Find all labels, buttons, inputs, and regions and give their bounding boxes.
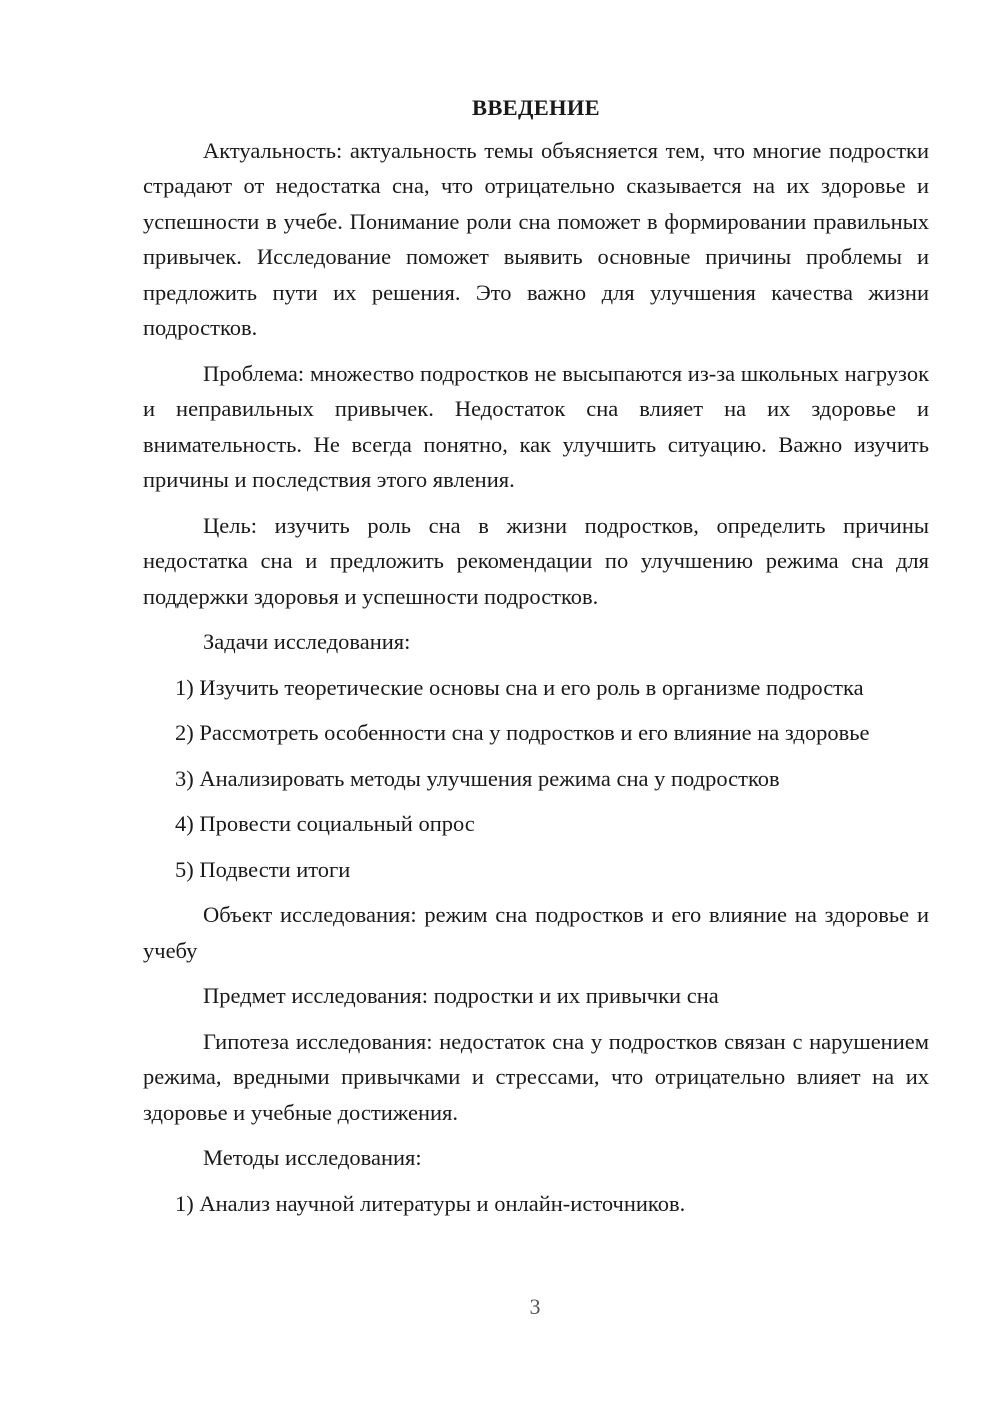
object-paragraph: Объект исследования: режим сна подростков и его влияние на здоровье и учебу — [143, 902, 929, 963]
page-number: 3 — [529, 1294, 541, 1319]
task-item-4: 4) Провести социальный опрос — [175, 811, 475, 836]
tasks-heading: Задачи исследования: — [203, 629, 411, 654]
task-item-3: 3) Анализировать методы улучшения режима сна у подростков — [175, 765, 780, 791]
task-item-2: 2) Рассмотреть особенности сна у подростков и его влияние на здоровье — [175, 720, 870, 745]
subject-paragraph: Предмет исследования: подростки и их привычки сна — [203, 983, 719, 1008]
task-item-5: 5) Подвести итоги — [175, 856, 351, 882]
hypothesis-paragraph: Гипотеза исследования: недостаток сна у подростков связан с нарушением режима, вредными привычками и стрессами, что отрицательно влияет на их здоровье и учебные достижения. — [143, 1028, 929, 1125]
document-page — [143, 90, 929, 1231]
relevance-paragraph: Актуальность: актуальность темы объясняется тем, что многие подростки страдают от недостатка сна, что отрицательно сказывается на их здоровье и успешности в учебе. Понимание роли сна поможет в формировании правильных привычек. Исследование поможет выявить основные причины проблемы и предложить пути их решения. Это важно для улучшения качества жизни подростков. — [143, 137, 929, 340]
problem-paragraph: Проблема: множество подростков не высыпаются из-за школьных нагрузок и неправильных привычек. Недостаток сна влияет на их здоровье и внимательность. Не всегда понятно, как улучшить ситуацию. Важно изучить причины и последствия этого явления. — [143, 360, 929, 492]
methods-heading: Методы исследования: — [203, 1145, 422, 1170]
goal-paragraph: Цель: изучить роль сна в жизни подростков, определить причины недостатка сна и предложить рекомендации по улучшению режима сна для поддержки здоровья и успешности подростков. — [143, 512, 929, 609]
task-item-1: 1) Изучить теоретические основы сна и его роль в организме подростка — [175, 674, 864, 700]
section-title: ВВЕДЕНИЕ — [472, 95, 600, 120]
method-item-1: 1) Анализ научной литературы и онлайн-источников. — [175, 1190, 686, 1216]
